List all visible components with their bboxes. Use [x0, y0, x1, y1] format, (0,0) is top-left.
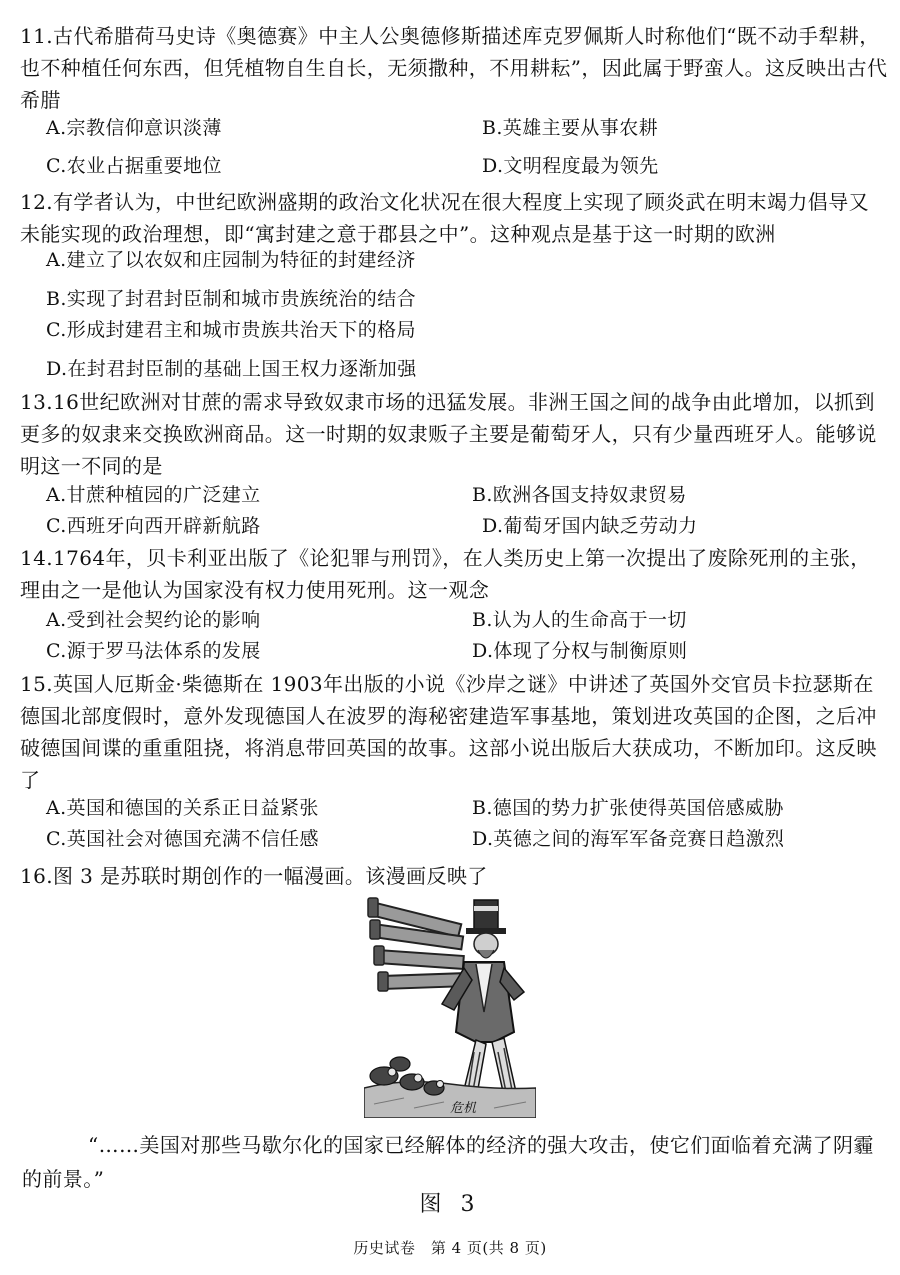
question-11-option-a: A.宗教信仰意识淡薄: [46, 117, 222, 139]
question-13-option-a: A.甘蔗种植园的广泛建立: [46, 484, 261, 506]
question-13-option-d: D.葡萄牙国内缺乏劳动力: [482, 515, 698, 537]
question-15-option-b: B.德国的势力扩张使得英国倍感威胁: [472, 797, 784, 819]
question-16-stem: 16.图 3 是苏联时期创作的一幅漫画。该漫画反映了: [20, 864, 488, 888]
question-12-option-b: B.实现了封君封臣制和城市贵族统治的结合: [46, 288, 417, 310]
question-15-option-d: D.英德之间的海军军备竞赛日趋激烈: [472, 828, 785, 850]
question-12-stem: 12.有学者认为，中世纪欧洲盛期的政治文化状况在很大程度上实现了顾炎武在明末竭力倡导又未能实现的政治理想，即“寓封建之意于郡县之中”。这种观点是基于这一时期的欧洲: [20, 190, 870, 246]
question-14-option-b: B.认为人的生命高于一切: [472, 609, 687, 631]
question-14-option-c: C.源于罗马法体系的发展: [46, 640, 261, 662]
question-14-option-d: D.体现了分权与制衡原则: [472, 640, 688, 662]
question-11-stem: 11.古代希腊荷马史诗《奥德赛》中主人公奥德修斯描述库克罗佩斯人时称他们“既不动手犁耕，也不种植任何东西，但凭植物自生自长，无须撒种，不用耕耘”，因此属于野蛮人。这反映出古代希腊: [20, 24, 888, 112]
page-footer: 历史试卷 第 4 页(共 8 页): [353, 1239, 547, 1257]
question-11-option-c: C.农业占据重要地位: [46, 155, 222, 177]
figure-caption: 图 3: [419, 1192, 481, 1217]
question-13-option-c: C.西班牙向西开辟新航路: [46, 515, 261, 537]
question-15-option-c: C.英国社会对德国充满不信任感: [46, 828, 319, 850]
question-12-option-a: A.建立了以农奴和庄园制为特征的封建经济: [46, 249, 416, 271]
question-13-stem: 13.16世纪欧洲对甘蔗的需求导致奴隶市场的迅猛发展。非洲王国之间的战争由此增加，以抓到更多的奴隶来交换欧洲商品。这一时期的奴隶贩子主要是葡萄牙人，只有少量西班牙人。能够说明这一不同的是: [20, 390, 877, 478]
question-11-option-b: B.英雄主要从事农耕: [482, 117, 659, 139]
cartoon-crisis-label: 危机: [450, 1101, 477, 1116]
question-12-option-c: C.形成封建君主和城市贵族共治天下的格局: [46, 319, 416, 341]
question-14-option-a: A.受到社会契约论的影响: [46, 609, 261, 631]
question-15-stem: 15.英国人厄斯金·柴德斯在 1903年出版的小说《沙岸之谜》中讲述了英国外交官员卡拉瑟斯在德国北部度假时，意外发现德国人在波罗的海秘密建造军事基地，策划进攻英国的企图，之后冲破德国间谍的重重阻挠，将消息带回英国的故事。这部小说出版后大获成功，不断加印。这反映了: [20, 672, 877, 792]
question-13-option-b: B.欧洲各国支持奴隶贸易: [472, 484, 687, 506]
question-12-option-d: D.在封君封臣制的基础上国王权力逐渐加强: [46, 358, 417, 380]
cartoon-illustration: [364, 892, 536, 1118]
question-15-option-a: A.英国和德国的关系正日益紧张: [46, 797, 319, 819]
figure-quote: “……美国对那些马歇尔化的国家已经解体的经济的强大攻击，使它们面临着充满了阴霾的前景。”: [22, 1133, 874, 1191]
cartoon-figure: [364, 892, 536, 1118]
question-11-option-d: D.文明程度最为领先: [482, 155, 659, 177]
question-14-stem: 14.1764年，贝卡利亚出版了《论犯罪与刑罚》，在人类历史上第一次提出了废除死刑的主张，理由之一是他认为国家没有权力使用死刑。这一观念: [20, 546, 871, 602]
